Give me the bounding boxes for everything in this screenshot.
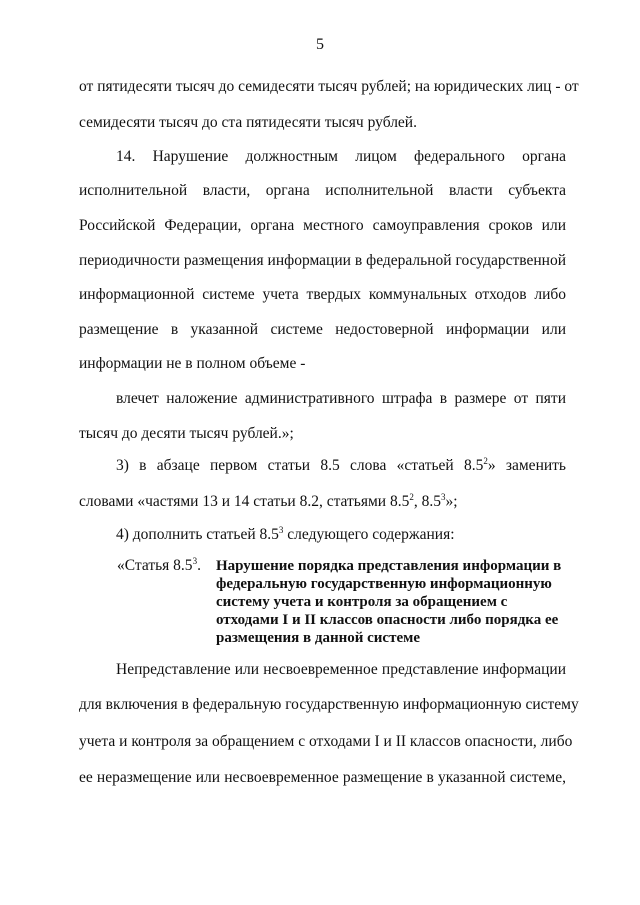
- body-line: для включения в федеральную государственную информационную систему: [79, 696, 579, 713]
- article-title: [216, 557, 566, 647]
- text-line: 14. Нарушение должностным лицом федерального органа: [116, 148, 566, 165]
- text-line: исполнительной власти, органа исполнительной власти субъекта: [79, 182, 566, 199]
- article-title-line: отходами I и II классов опасности либо порядка ее: [216, 612, 559, 628]
- body-line: ее неразмещение или несвоевременное размещение в указанной системе,: [79, 769, 566, 786]
- text-line: периодичности размещения информации в федеральной государственной: [79, 252, 566, 269]
- text-line: информационной системе учета твердых коммунальных отходов либо: [79, 286, 566, 303]
- text-line: семидесяти тысяч до ста пятидесяти тысяч рублей.: [79, 114, 417, 131]
- article-label: «Статья $8.5^3$.: [117, 556, 201, 574]
- text-line: от пятидесяти тысяч до семидесяти тысяч рублей; на юридических лиц - от: [79, 78, 579, 95]
- amendment-item-4: 4) дополнить статьей $8.5^3$ следующего содержания:: [116, 525, 455, 543]
- text-line: влечет наложение административного штрафа в размере от пяти: [116, 390, 566, 407]
- article-title-line: размещения в данной системе: [216, 630, 420, 646]
- amendment-item-3-line-1: 3) в абзаце первом статьи 8.5 слова «статьей $8.5^2$» заменить: [116, 456, 566, 474]
- text-line: Российской Федерации, органа местного самоуправления сроков или: [79, 217, 566, 234]
- article-title-line: систему учета и контроля за обращением с: [216, 594, 508, 610]
- text-line: информации не в полном объеме -: [79, 355, 306, 372]
- article-title-line: федеральную государственную информационную: [216, 576, 552, 592]
- text-line: тысяч до десяти тысяч рублей.»;: [79, 425, 294, 442]
- page-number: 5: [316, 36, 324, 53]
- text-line: размещение в указанной системе недостоверной информации или: [79, 321, 566, 338]
- amendment-item-3-line-2: словами «частями 13 и 14 статьи 8.2, статьями $8.5^2$, $8.5^3$»;: [79, 492, 458, 510]
- body-line: учета и контроля за обращением с отходами I и II классов опасности, либо: [79, 733, 573, 750]
- body-line: Непредставление или несвоевременное представление информации: [116, 661, 566, 678]
- article-title-line: Нарушение порядка представления информации в: [216, 558, 562, 574]
